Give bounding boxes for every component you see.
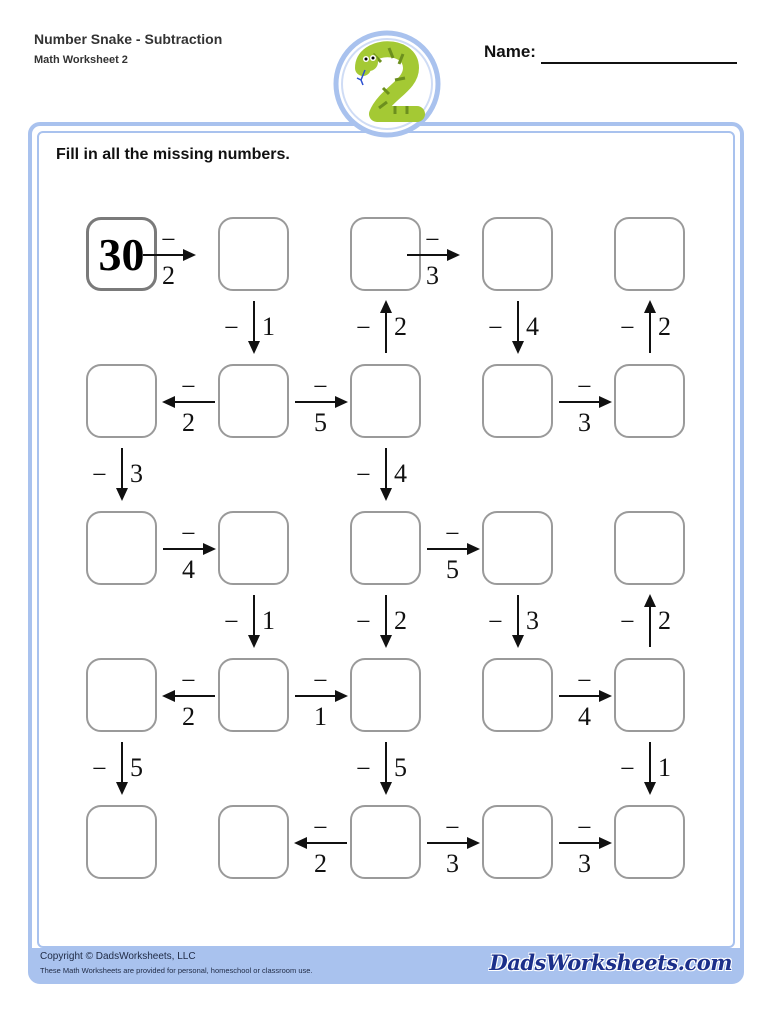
operation-value: 5 <box>446 555 459 584</box>
operation-value: 2 <box>314 849 327 878</box>
operation-arrow-down <box>114 446 130 502</box>
operation-arrow-right <box>425 541 481 557</box>
operation-arrow-right <box>557 688 613 704</box>
answer-box[interactable] <box>86 364 157 438</box>
operation-sign: − <box>92 460 107 489</box>
operation-arrow-down <box>378 740 394 796</box>
instruction-text: Fill in all the missing numbers. <box>56 146 290 163</box>
answer-box[interactable] <box>350 511 421 585</box>
operation-arrow-right <box>405 247 461 263</box>
operation-sign: − <box>356 460 371 489</box>
operation-arrow-left <box>293 835 349 851</box>
operation-value: 5 <box>314 408 327 437</box>
operation-sign: − <box>356 754 371 783</box>
operation-arrow-down <box>246 593 262 649</box>
operation-value: 3 <box>130 459 143 488</box>
operation-arrow-down <box>378 446 394 502</box>
operation-value: 3 <box>578 849 591 878</box>
operation-arrow-left <box>161 688 217 704</box>
operation-value: 2 <box>658 312 671 341</box>
operation-sign: − <box>577 372 592 401</box>
answer-box[interactable] <box>86 511 157 585</box>
operation-sign: − <box>577 813 592 842</box>
operation-sign: − <box>313 372 328 401</box>
operation-arrow-right <box>557 394 613 410</box>
operation-value: 4 <box>526 312 539 341</box>
worksheet-title: Number Snake - Subtraction <box>34 31 223 47</box>
operation-value: 5 <box>130 753 143 782</box>
operation-value: 4 <box>182 555 195 584</box>
operation-arrow-up <box>642 299 658 355</box>
operation-sign: − <box>92 754 107 783</box>
snake-number-two-logo-icon <box>333 30 441 138</box>
answer-box[interactable] <box>614 364 685 438</box>
answer-box[interactable] <box>218 805 289 879</box>
operation-sign: − <box>356 313 371 342</box>
name-line <box>541 62 737 64</box>
answer-box[interactable] <box>482 658 553 732</box>
operation-value: 1 <box>262 312 275 341</box>
answer-box[interactable] <box>614 217 685 291</box>
operation-arrow-down <box>510 593 526 649</box>
operation-sign: − <box>620 313 635 342</box>
name-label: Name: <box>484 42 536 61</box>
operation-sign: − <box>181 372 196 401</box>
answer-box[interactable] <box>218 511 289 585</box>
operation-arrow-down <box>114 740 130 796</box>
operation-sign: − <box>445 519 460 548</box>
answer-box[interactable] <box>218 217 289 291</box>
operation-arrow-right <box>557 835 613 851</box>
operation-value: 2 <box>162 261 175 290</box>
operation-sign: − <box>181 666 196 695</box>
operation-arrow-down <box>378 593 394 649</box>
operation-value: 1 <box>262 606 275 635</box>
operation-arrow-down <box>642 740 658 796</box>
operation-sign: − <box>313 813 328 842</box>
worksheet-subtitle: Math Worksheet 2 <box>34 54 128 66</box>
operation-sign: − <box>313 666 328 695</box>
operation-value: 1 <box>658 753 671 782</box>
operation-arrow-down <box>246 299 262 355</box>
operation-value: 3 <box>426 261 439 290</box>
operation-sign: − <box>620 607 635 636</box>
operation-sign: − <box>224 313 239 342</box>
answer-box[interactable] <box>350 805 421 879</box>
operation-arrow-right <box>425 835 481 851</box>
operation-value: 1 <box>314 702 327 731</box>
answer-box[interactable] <box>350 364 421 438</box>
answer-box[interactable] <box>350 658 421 732</box>
operation-arrow-right <box>141 247 197 263</box>
operation-arrow-up <box>378 299 394 355</box>
answer-box[interactable] <box>86 658 157 732</box>
operation-value: 3 <box>446 849 459 878</box>
answer-box[interactable] <box>482 364 553 438</box>
operation-sign: − <box>161 225 176 254</box>
answer-box[interactable] <box>482 217 553 291</box>
copyright-text: Copyright © DadsWorksheets, LLC <box>40 951 196 962</box>
operation-arrow-right <box>293 394 349 410</box>
operation-value: 4 <box>394 459 407 488</box>
start-number-box: 30 <box>86 217 157 291</box>
operation-value: 3 <box>526 606 539 635</box>
operation-sign: − <box>577 666 592 695</box>
operation-arrow-right <box>161 541 217 557</box>
operation-value: 2 <box>394 606 407 635</box>
answer-box[interactable] <box>614 658 685 732</box>
operation-value: 2 <box>182 408 195 437</box>
operation-sign: − <box>488 313 503 342</box>
answer-box[interactable] <box>614 511 685 585</box>
operation-arrow-left <box>161 394 217 410</box>
operation-sign: − <box>488 607 503 636</box>
operation-arrow-right <box>293 688 349 704</box>
operation-value: 2 <box>658 606 671 635</box>
operation-value: 3 <box>578 408 591 437</box>
answer-box[interactable] <box>614 805 685 879</box>
operation-sign: − <box>425 225 440 254</box>
answer-box[interactable] <box>218 364 289 438</box>
operation-value: 5 <box>394 753 407 782</box>
operation-value: 2 <box>182 702 195 731</box>
answer-box[interactable] <box>482 511 553 585</box>
operation-sign: − <box>181 519 196 548</box>
operation-value: 2 <box>394 312 407 341</box>
operation-sign: − <box>620 754 635 783</box>
operation-arrow-up <box>642 593 658 649</box>
operation-sign: − <box>224 607 239 636</box>
operation-arrow-down <box>510 299 526 355</box>
operation-sign: − <box>445 813 460 842</box>
answer-box[interactable] <box>482 805 553 879</box>
operation-sign: − <box>356 607 371 636</box>
answer-box[interactable] <box>218 658 289 732</box>
brand-logo: DadsWorksheets.com <box>489 950 732 975</box>
operation-value: 4 <box>578 702 591 731</box>
answer-box[interactable] <box>86 805 157 879</box>
usage-text: These Math Worksheets are provided for personal, homeschool or classroom use. <box>40 966 313 975</box>
